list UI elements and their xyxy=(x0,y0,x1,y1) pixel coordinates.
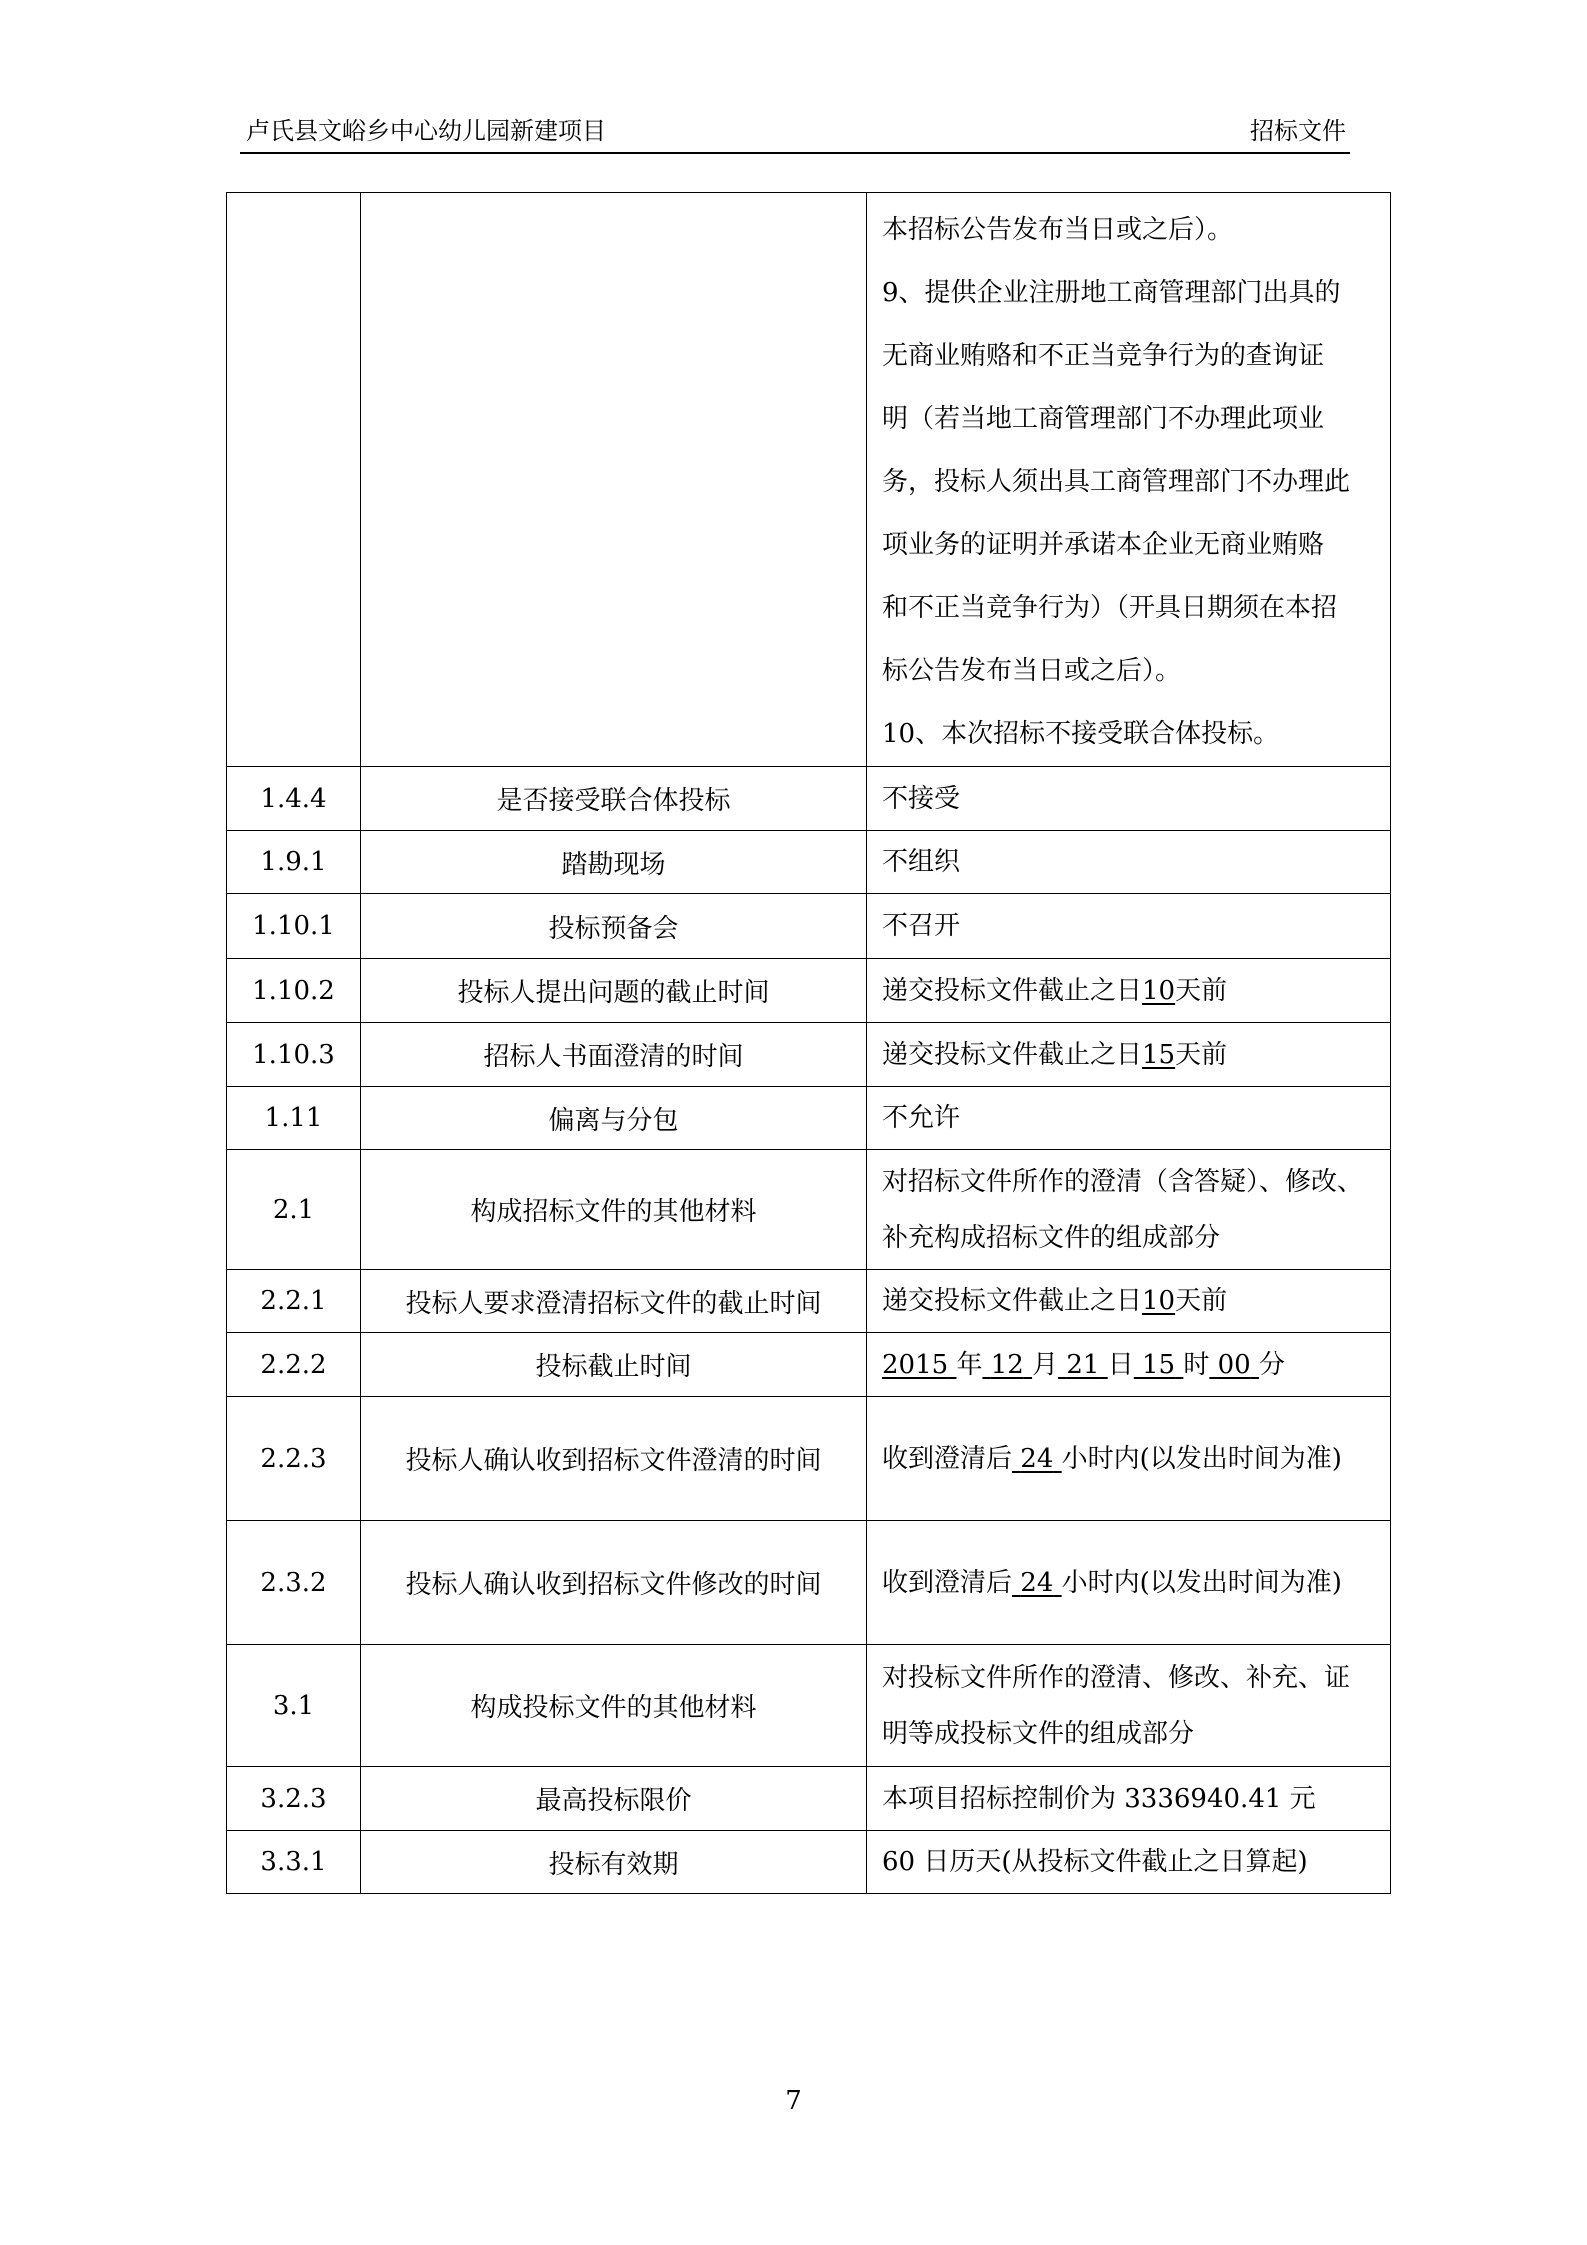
content-line: 对投标文件所作的澄清、修改、补充、证 xyxy=(882,1662,1351,1693)
row-number: 1.10.2 xyxy=(227,959,361,1023)
deadline-datetime xyxy=(867,1333,1391,1397)
content-suffix: 天前 xyxy=(1175,975,1228,1006)
row-number: 2.2.3 xyxy=(227,1397,361,1521)
table-row xyxy=(227,831,1391,894)
row-content xyxy=(867,1521,1391,1645)
header-project-title: 卢氏县文峪乡中心幼儿园新建项目 xyxy=(246,117,606,145)
continuation-line: 无商业贿赂和不正当竞争行为的查询证 xyxy=(882,341,1325,371)
table-row xyxy=(227,1767,1391,1831)
table-row xyxy=(227,894,1391,959)
row-item-cell xyxy=(361,193,867,767)
page-header xyxy=(240,108,1350,154)
content-prefix: 递交投标文件截止之日 xyxy=(882,1286,1143,1316)
month-unit: 月 xyxy=(1032,1349,1059,1380)
row-content: 60 日历天(从投标文件截止之日算起) xyxy=(867,1831,1391,1894)
content-prefix: 收到澄清后 xyxy=(882,1443,1013,1474)
row-item: 投标人提出问题的截止时间 xyxy=(361,959,867,1023)
row-item: 招标人书面澄清的时间 xyxy=(361,1023,867,1087)
continuation-line: 标公告发布当日或之后）。 xyxy=(882,656,1182,686)
row-item: 投标预备会 xyxy=(361,894,867,959)
row-number: 2.2.2 xyxy=(227,1333,361,1397)
row-content xyxy=(867,1150,1391,1270)
content-prefix: 收到澄清后 xyxy=(882,1567,1013,1598)
table-row xyxy=(227,1645,1391,1767)
minute-unit: 分 xyxy=(1259,1349,1286,1380)
content-line: 明等成投标文件的组成部分 xyxy=(882,1718,1195,1749)
table-row xyxy=(227,959,1391,1023)
continuation-line: 本招标公告发布当日或之后）。 xyxy=(882,215,1234,245)
content-line: 补充构成招标文件的组成部分 xyxy=(882,1222,1221,1253)
row-item: 踏勘现场 xyxy=(361,831,867,894)
row-number: 1.4.4 xyxy=(227,767,361,831)
row-number: 3.1 xyxy=(227,1645,361,1767)
row-number: 1.9.1 xyxy=(227,831,361,894)
continuation-line: 务，投标人须出具工商管理部门不办理此 xyxy=(882,467,1351,497)
table-row xyxy=(227,767,1391,831)
row-content xyxy=(867,1645,1391,1767)
hours-value: 24 xyxy=(1020,1443,1054,1474)
content-suffix: 小时内(以发出时间为准) xyxy=(1061,1443,1342,1474)
row-content: 不接受 xyxy=(867,767,1391,831)
row-item: 最高投标限价 xyxy=(361,1767,867,1831)
table-row xyxy=(227,1397,1391,1521)
row-number: 2.1 xyxy=(227,1150,361,1270)
hour-unit: 时 xyxy=(1183,1349,1210,1380)
continuation-line: 明（若当地工商管理部门不办理此项业 xyxy=(882,404,1325,434)
row-number: 3.3.1 xyxy=(227,1831,361,1894)
row-content: 本项目招标控制价为 3336940.41 元 xyxy=(867,1767,1391,1831)
table-row xyxy=(227,1023,1391,1087)
header-doc-type: 招标文件 xyxy=(1250,117,1346,145)
row-item: 投标人确认收到招标文件澄清的时间 xyxy=(361,1397,867,1521)
page-number: 7 xyxy=(785,2086,802,2116)
month-value: 12 xyxy=(990,1349,1024,1380)
hour-value: 15 xyxy=(1142,1349,1176,1380)
row-item: 投标人确认收到招标文件修改的时间 xyxy=(361,1521,867,1645)
table-row xyxy=(227,1087,1391,1150)
table-row xyxy=(227,1333,1391,1397)
row-content: 不召开 xyxy=(867,894,1391,959)
row-number: 2.2.1 xyxy=(227,1270,361,1333)
row-item: 投标人要求澄清招标文件的截止时间 xyxy=(361,1270,867,1333)
continuation-line: 9、提供企业注册地工商管理部门出具的 xyxy=(882,278,1341,308)
row-content: 不组织 xyxy=(867,831,1391,894)
row-number: 3.2.3 xyxy=(227,1767,361,1831)
day-value: 21 xyxy=(1066,1349,1100,1380)
minute-value: 00 xyxy=(1217,1349,1251,1380)
table-row xyxy=(227,1521,1391,1645)
year-unit: 年 xyxy=(956,1349,983,1380)
row-content-cell xyxy=(867,193,1391,767)
day-unit: 日 xyxy=(1107,1349,1134,1380)
row-content xyxy=(867,1270,1391,1333)
row-number-cell xyxy=(227,193,361,767)
hours-value: 24 xyxy=(1020,1567,1054,1598)
content-line: 对招标文件所作的澄清（含答疑）、修改、 xyxy=(882,1166,1364,1197)
continuation-line: 项业务的证明并承诺本企业无商业贿赂 xyxy=(882,530,1325,560)
continuation-line: 和不正当竞争行为）（开具日期须在本招 xyxy=(882,593,1338,623)
row-item: 投标有效期 xyxy=(361,1831,867,1894)
content-prefix: 递交投标文件截止之日 xyxy=(882,975,1143,1006)
row-content xyxy=(867,1397,1391,1521)
days-value: 10 xyxy=(1142,1286,1176,1316)
content-prefix: 递交投标文件截止之日 xyxy=(882,1039,1143,1070)
table-row xyxy=(227,193,1391,767)
row-item: 是否接受联合体投标 xyxy=(361,767,867,831)
row-item: 构成招标文件的其他材料 xyxy=(361,1150,867,1270)
days-value: 10 xyxy=(1142,975,1176,1006)
table-row xyxy=(227,1270,1391,1333)
row-number: 1.11 xyxy=(227,1087,361,1150)
row-item: 投标截止时间 xyxy=(361,1333,867,1397)
bid-parameters-table xyxy=(226,192,1391,1894)
table-row xyxy=(227,1831,1391,1894)
row-item: 构成投标文件的其他材料 xyxy=(361,1645,867,1767)
content-suffix: 小时内(以发出时间为准) xyxy=(1061,1567,1342,1598)
row-content xyxy=(867,1023,1391,1087)
year-value: 2015 xyxy=(882,1349,949,1380)
row-item: 偏离与分包 xyxy=(361,1087,867,1150)
continuation-line: 10、本次招标不接受联合体投标。 xyxy=(882,719,1280,749)
row-number: 2.3.2 xyxy=(227,1521,361,1645)
days-value: 15 xyxy=(1142,1039,1176,1070)
table-row xyxy=(227,1150,1391,1270)
row-number: 1.10.1 xyxy=(227,894,361,959)
row-content xyxy=(867,959,1391,1023)
row-content: 不允许 xyxy=(867,1087,1391,1150)
row-number: 1.10.3 xyxy=(227,1023,361,1087)
content-suffix: 天前 xyxy=(1175,1039,1228,1070)
content-suffix: 天前 xyxy=(1175,1286,1228,1316)
